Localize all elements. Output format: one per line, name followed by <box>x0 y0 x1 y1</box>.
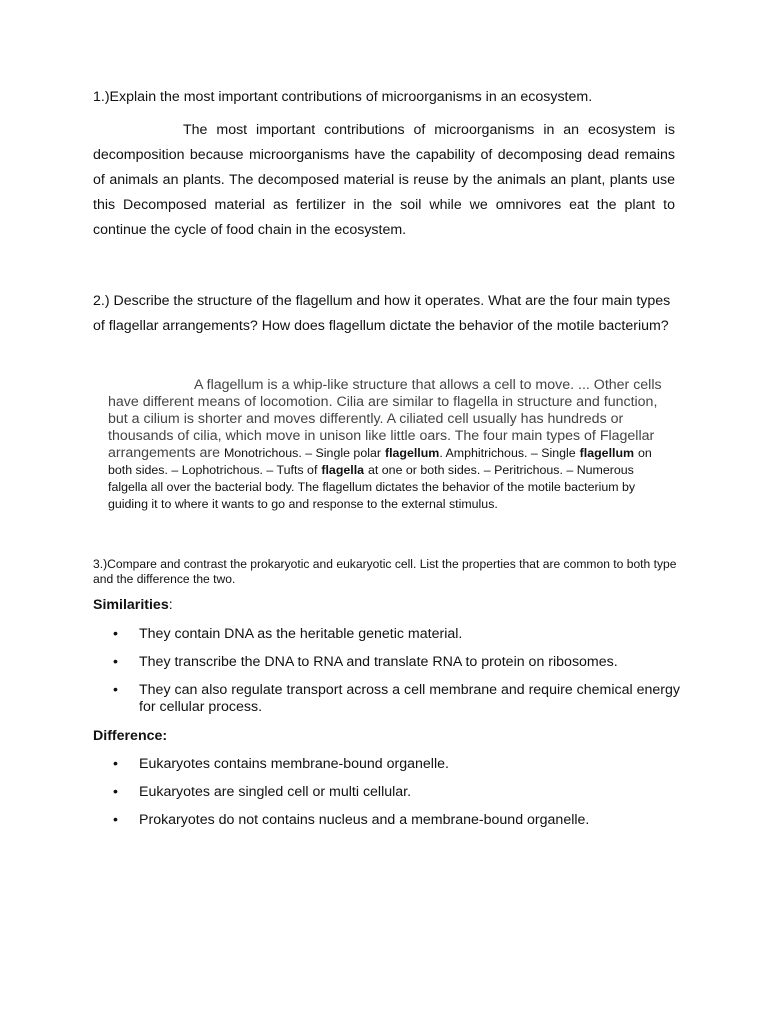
question-2: 2.) Describe the structure of the flagellum and how it operates. What are the four main types of flagellar arrangements? How does flagellum dictate the behavior of the motile bacterium? <box>93 293 671 334</box>
question-1: 1.)Explain the most important contributions of microorganisms in an ecosystem. <box>93 89 593 105</box>
list-item: • They transcribe the DNA to RNA and translate RNA to protein on ribosomes. <box>113 654 618 670</box>
bullet-icon: • <box>113 756 118 772</box>
bullet-icon: • <box>113 812 118 828</box>
answer-2-small-2: . Amphitrichous. – Single <box>439 446 576 460</box>
answer-2-small-4: at one or both sides. – Peritrichous. – Numerous falgella all over the bacterial body. The flagellum dictates the behavior of the motile bacterium by guiding it to where it wants to go and response to the external stimulus. <box>108 463 636 511</box>
answer-2-text: A flagellum is a whip-like structure that allows a cell to move. ... Other cells have different means of locomotion. Cilia are similar to flagella in structure and function, but a cilium is shorter and moves differently. A ciliated cell usually has hundreds or thousands of cilia, which move in unison like little oars. The four main types of Flagellar arrangements are <box>108 377 662 461</box>
answer-2-small-1: Monotrichous. – Single polar <box>223 446 381 460</box>
list-item: • Prokaryotes do not contains nucleus and a membrane-bound organelle. <box>113 812 590 828</box>
list-item: • They can also regulate transport across a cell membrane and require chemical energy for cellular process. <box>113 682 680 715</box>
bullet-icon: • <box>113 784 118 800</box>
similarities-list <box>93 626 683 727</box>
difference-heading: Difference: <box>93 728 168 744</box>
bullet-icon: • <box>113 654 118 670</box>
answer-2-bold-1: flagellum <box>384 446 440 460</box>
answer-2-bold-3: flagella <box>321 463 365 477</box>
list-item: • Eukaryotes are singled cell or multi cellular. <box>113 784 412 800</box>
differences-list <box>93 756 683 840</box>
bullet-icon: • <box>113 682 118 698</box>
similarities-heading: Similarities: <box>93 597 173 613</box>
list-item: • They contain DNA as the heritable genetic material. <box>113 626 463 642</box>
question-3: 3.)Compare and contrast the prokaryotic and eukaryotic cell. List the properties that are common to both type and the difference the two. <box>93 557 677 586</box>
answer-1 <box>93 118 675 243</box>
answer-1-text: The most important contributions of microorganisms in an ecosystem is decomposition because microorganisms have the capability of decomposing dead remains of animals an plants. The decomposed material is reuse by the animals an plant, plants use this Decomposed material as fertilizer in the soil while we omnivores eat the plant to continue the cycle of food chain in the ecosystem. <box>93 122 675 238</box>
list-item: • Eukaryotes contains membrane-bound organelle. <box>113 756 449 772</box>
answer-2-small-3: on both sides. – Lophotrichous. – Tufts of <box>108 446 652 477</box>
answer-2-bold-2: flagellum <box>579 446 635 460</box>
bullet-icon: • <box>113 626 118 642</box>
answer-2 <box>108 377 676 513</box>
